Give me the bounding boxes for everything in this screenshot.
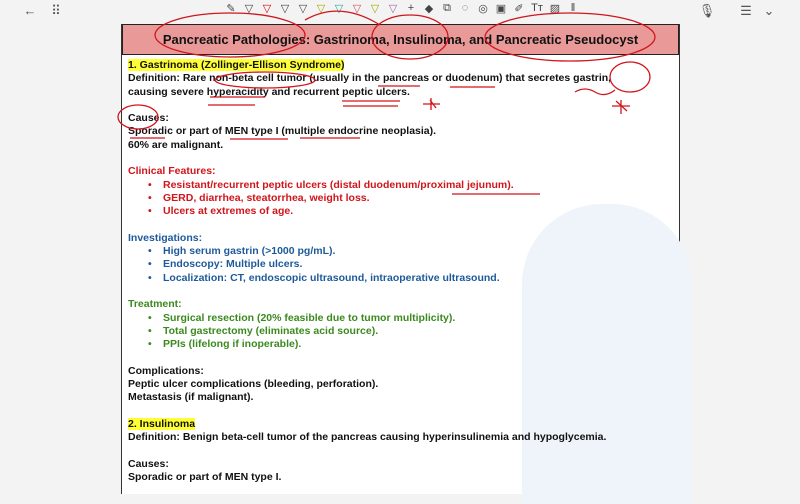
chevron-down-icon[interactable]: ⌄ (763, 3, 775, 18)
list-item: • GERD, diarrhea, steatorrhea, weight loss. (148, 192, 673, 205)
highlighter-icon[interactable]: ▽ (370, 3, 380, 15)
pen-tool-icon[interactable]: ▽ (298, 3, 308, 15)
list-item: • Endoscopy: Multiple ulcers. (148, 258, 673, 271)
eraser-icon[interactable]: ◆ (424, 3, 434, 15)
pen-tool-icon[interactable]: ✎ (226, 3, 236, 15)
text: Peptic ulcer complications (bleeding, perforation). (128, 378, 379, 391)
text-tool-icon[interactable]: Tт (531, 2, 543, 14)
page-title: Pancreatic Pathologies: Gastrinoma, Insulinoma, and Pancreatic Pseudocyst (122, 24, 679, 55)
sticker-icon[interactable]: ◎ (478, 3, 488, 15)
shapes-icon[interactable]: ⧉ (443, 2, 451, 14)
label: Clinical Features: (128, 165, 216, 178)
pen-tool-icon[interactable]: ▽ (262, 3, 272, 15)
add-tool-icon[interactable]: + (407, 2, 415, 14)
section-heading: 1. Gastrinoma (Zollinger-Ellison Syndrome) (128, 59, 345, 71)
highlighter-icon[interactable]: ▽ (352, 3, 362, 15)
text: Sporadic or part of MEN type I (multiple endocrine neoplasia). (128, 125, 437, 138)
lasso-icon[interactable]: ◌ (461, 2, 469, 14)
pen-tool-icon[interactable]: ▽ (244, 3, 254, 15)
list-item: • Localization: CT, endoscopic ultrasound, intraoperative ultrasound. (148, 272, 673, 285)
list-item: • High serum gastrin (>1000 pg/mL). (148, 245, 673, 258)
label: Investigations: (128, 231, 203, 244)
highlighter-icon[interactable]: ▽ (316, 3, 326, 15)
image-tool-icon[interactable]: ▨ (549, 3, 561, 15)
pen-tool-icon[interactable]: ▽ (280, 3, 290, 15)
list-item: • Total gastrectomy (eliminates acid source). (148, 325, 673, 338)
definition: Definition: Benign beta-cell tumor of the pancreas causing hyperinsulinemia and hypoglycemia. (128, 431, 607, 444)
apps-grid-icon[interactable]: ⠿ (51, 3, 61, 18)
text: Sporadic or part of MEN type I. (128, 471, 282, 484)
list-item: • PPIs (lifelong if inoperable). (148, 338, 673, 351)
annotation-tools (225, 2, 579, 15)
definition: Definition: Rare non-beta cell tumor (usually in the pancreas or duodenum) that secretes gastrin, (128, 72, 612, 85)
laser-icon[interactable]: ✐ (514, 3, 524, 15)
select-icon[interactable]: ▣ (495, 3, 507, 15)
microphone-icon[interactable]: 🎙 (698, 3, 716, 18)
definition: causing severe hyperacidity and recurrent peptic ulcers. (128, 85, 410, 98)
label: Causes: (128, 112, 169, 125)
back-arrow-icon[interactable]: ← (23, 3, 37, 18)
text: Metastasis (if malignant). (128, 391, 254, 404)
more-tools-icon[interactable]: ‖ (570, 2, 576, 14)
list-item: • Resistant/recurrent peptic ulcers (distal duodenum/proximal jejunum). (148, 179, 673, 192)
menu-icon[interactable]: ☰ (740, 3, 752, 18)
text: 60% are malignant. (128, 138, 224, 151)
label: Complications: (128, 364, 204, 377)
label: Causes: (128, 457, 169, 470)
document-page (121, 24, 680, 494)
label: Treatment: (128, 298, 182, 311)
viewer-toolbar (0, 0, 800, 24)
list-item: • Surgical resection (20% feasible due to tumor multiplicity). (148, 312, 673, 325)
section-heading: 2. Insulinoma (128, 418, 196, 431)
highlighter-icon[interactable]: ▽ (334, 3, 344, 15)
highlighter-icon[interactable]: ▽ (388, 3, 398, 15)
list-item: • Ulcers at extremes of age. (148, 205, 673, 218)
